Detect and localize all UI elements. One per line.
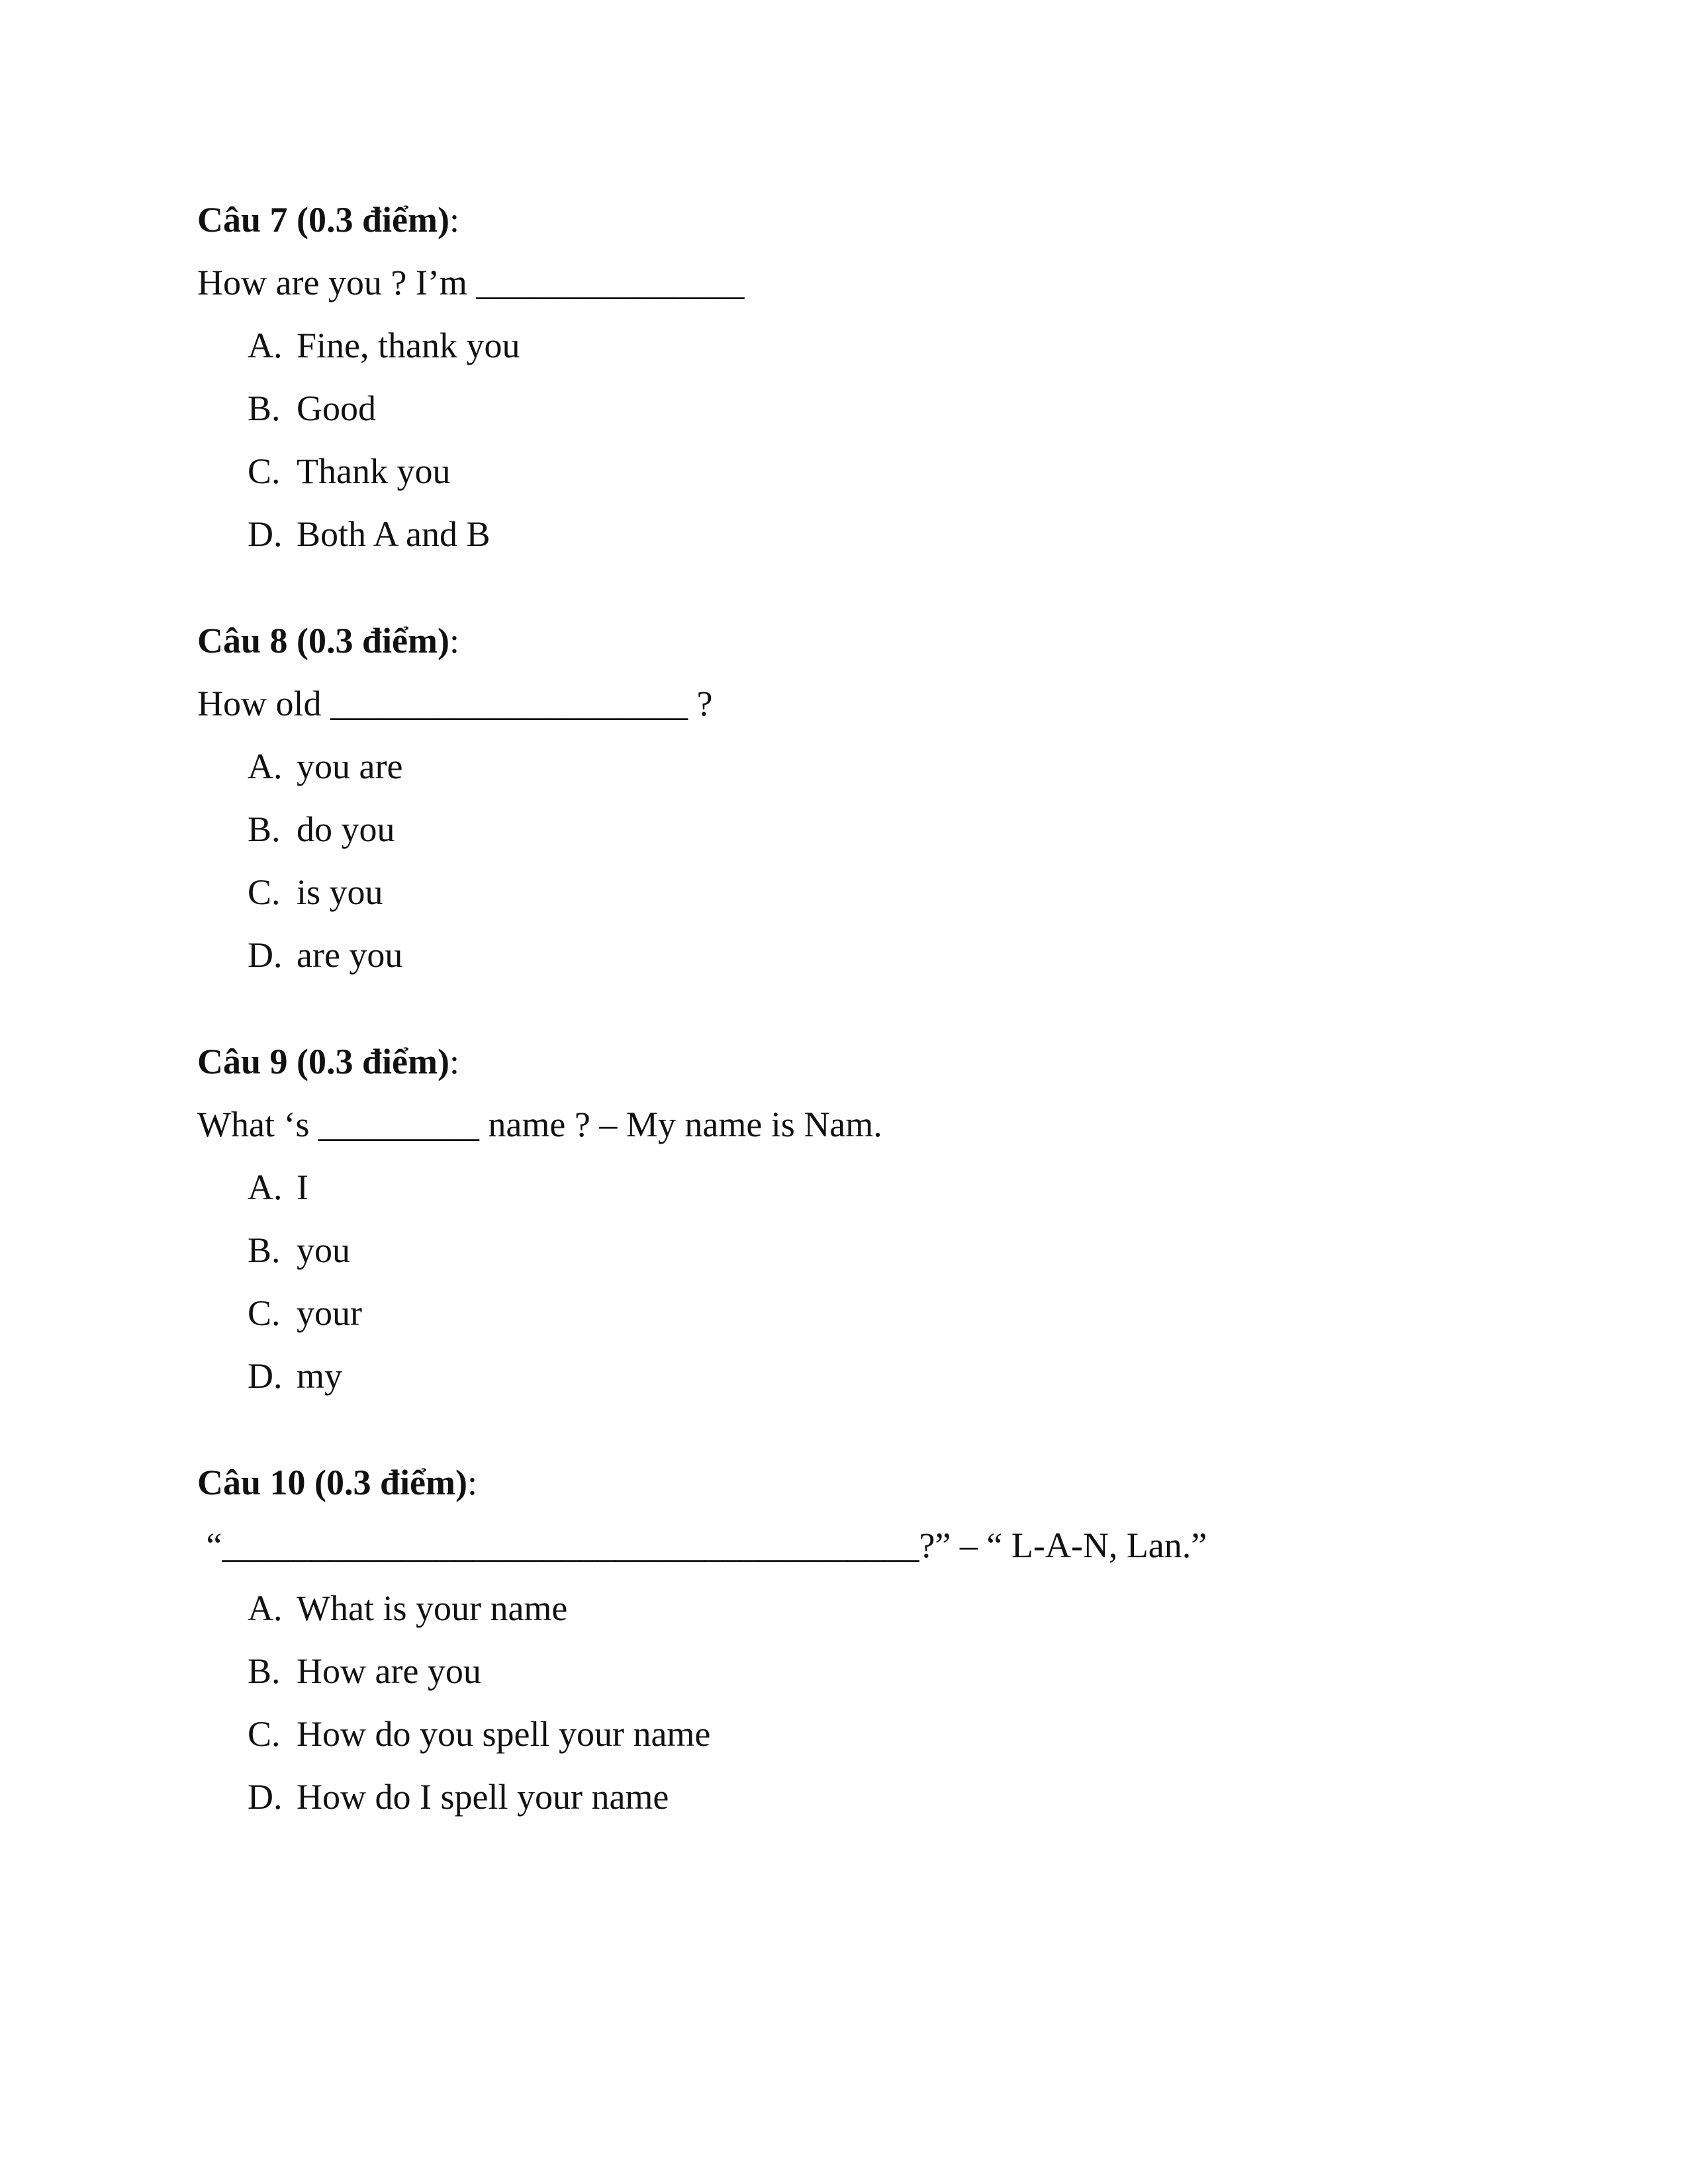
question-heading-label: Câu 8 (0.3 điểm) bbox=[197, 621, 449, 660]
option-text: Thank you bbox=[297, 451, 451, 491]
option-letter: B. bbox=[248, 388, 281, 428]
option-text: Good bbox=[297, 388, 376, 428]
question-prompt: What ‘s _________ name ? – My name is Nam. bbox=[197, 1105, 882, 1144]
option-text: do you bbox=[297, 809, 395, 849]
option-text: you are bbox=[297, 747, 403, 786]
option-text: you bbox=[297, 1230, 350, 1270]
question-8 bbox=[197, 610, 1521, 987]
option-letter: B. bbox=[248, 1230, 281, 1270]
question-10 bbox=[197, 1451, 1521, 1829]
option-letter: A. bbox=[248, 747, 283, 786]
option-text: Fine, thank you bbox=[297, 326, 520, 365]
option-letter: D. bbox=[248, 1356, 283, 1396]
option-letter: D. bbox=[248, 514, 283, 554]
question-heading bbox=[197, 189, 1521, 251]
option-text: my bbox=[297, 1356, 343, 1396]
option-letter: A. bbox=[248, 1167, 283, 1207]
option-text: your bbox=[297, 1293, 362, 1333]
option-d bbox=[197, 924, 1521, 987]
option-a bbox=[197, 314, 1521, 377]
option-text: Both A and B bbox=[297, 514, 491, 554]
option-letter: C. bbox=[248, 1714, 281, 1754]
option-letter: D. bbox=[248, 1777, 283, 1817]
option-d bbox=[197, 1345, 1521, 1408]
option-list bbox=[197, 735, 1521, 987]
option-b bbox=[197, 377, 1521, 440]
option-b bbox=[197, 1640, 1521, 1703]
option-c bbox=[197, 440, 1521, 503]
option-letter: C. bbox=[248, 451, 281, 491]
question-heading-colon: : bbox=[467, 1463, 477, 1502]
question-heading-colon: : bbox=[449, 621, 459, 660]
option-b bbox=[197, 1219, 1521, 1282]
question-heading-colon: : bbox=[449, 1042, 459, 1081]
option-text: How do I spell your name bbox=[297, 1777, 669, 1817]
option-a bbox=[197, 1577, 1521, 1640]
option-letter: A. bbox=[248, 1588, 283, 1628]
option-text: are you bbox=[297, 935, 403, 975]
option-letter: A. bbox=[248, 326, 283, 365]
option-d bbox=[197, 1766, 1521, 1829]
question-heading-label: Câu 10 (0.3 điểm) bbox=[197, 1463, 467, 1502]
option-letter: B. bbox=[248, 809, 281, 849]
option-c bbox=[197, 1282, 1521, 1345]
question-heading-label: Câu 9 (0.3 điểm) bbox=[197, 1042, 449, 1081]
question-9 bbox=[197, 1030, 1521, 1408]
option-a bbox=[197, 735, 1521, 798]
option-letter: B. bbox=[248, 1651, 281, 1691]
option-b bbox=[197, 798, 1521, 861]
option-list bbox=[197, 1577, 1521, 1829]
question-heading bbox=[197, 1451, 1521, 1514]
option-text: is you bbox=[297, 872, 383, 912]
option-a bbox=[197, 1156, 1521, 1219]
question-prompt: How are you ? I’m _______________ bbox=[197, 263, 745, 302]
option-list bbox=[197, 1156, 1521, 1408]
option-text: I bbox=[297, 1167, 308, 1207]
option-text: What is your name bbox=[297, 1588, 568, 1628]
question-heading bbox=[197, 1030, 1521, 1093]
option-letter: D. bbox=[248, 935, 283, 975]
question-7 bbox=[197, 189, 1521, 566]
option-text: How do you spell your name bbox=[297, 1714, 711, 1754]
option-list bbox=[197, 314, 1521, 566]
option-letter: C. bbox=[248, 872, 281, 912]
question-heading-colon: : bbox=[449, 200, 459, 240]
question-heading-label: Câu 7 (0.3 điểm) bbox=[197, 200, 449, 240]
option-letter: C. bbox=[248, 1293, 281, 1333]
option-text: How are you bbox=[297, 1651, 481, 1691]
option-c bbox=[197, 861, 1521, 924]
question-heading bbox=[197, 610, 1521, 672]
question-prompt: How old ____________________ ? bbox=[197, 684, 713, 723]
option-d bbox=[197, 503, 1521, 566]
question-prompt: “_______________________________________?” – “ L-A-N, Lan.” bbox=[197, 1525, 1207, 1565]
option-c bbox=[197, 1703, 1521, 1766]
